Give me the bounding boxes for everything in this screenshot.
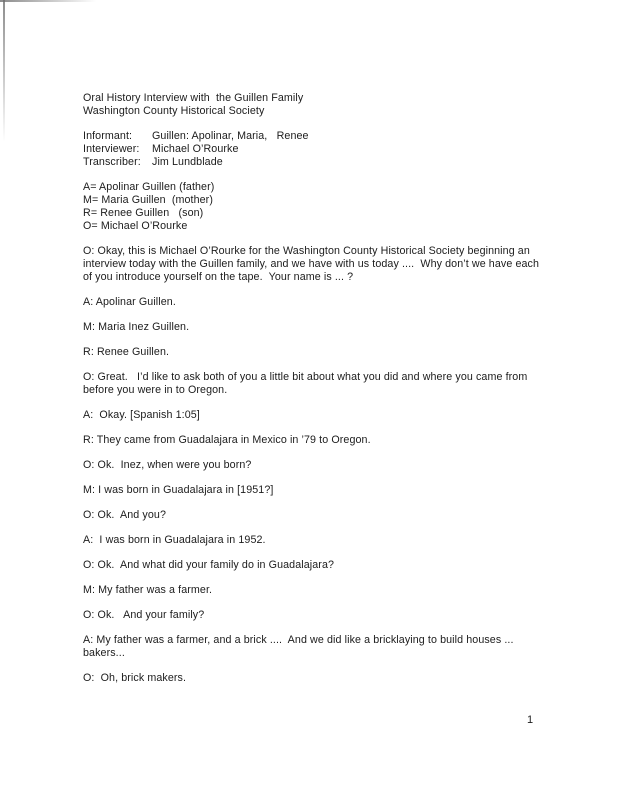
transcript-paragraph [83,584,598,597]
transcript-paragraph [83,409,598,422]
transcript-line: O: Ok. And your family? [83,609,205,621]
transcript-line: O: Ok. Inez, when were you born? [83,459,252,471]
credits-block [83,130,598,169]
transcript-line: O: Great. I’d like to ask both of you a little bit about what you did and where you came from [83,371,528,383]
transcript-paragraph [83,245,598,284]
speaker-key-block [83,181,598,233]
transcript-paragraph [83,509,598,522]
transcript-line: A: I was born in Guadalajara in 1952. [83,534,266,546]
transcript-paragraph [83,434,598,447]
transcript-line: bakers... [83,647,125,659]
credit-label: Informant: [83,130,133,142]
transcript-line: R: They came from Guadalajara in Mexico in ’79 to Oregon. [83,434,371,446]
scan-edge-artifact-left [3,0,5,142]
document-content [83,92,598,697]
speaker-key-line: M= Maria Guillen (mother) [83,194,213,206]
credit-label: Interviewer: [83,143,140,155]
title-line: Oral History Interview with the Guillen Family [83,92,304,104]
transcript-paragraph [83,459,598,472]
transcript-paragraph [83,534,598,547]
transcript-paragraph [83,634,598,660]
transcript-line: M: My father was a farmer. [83,584,213,596]
credit-value: Michael O’Rourke [152,143,239,155]
transcript-paragraph [83,484,598,497]
credit-value: Jim Lundblade [152,156,223,168]
transcript-line: of you introduce yourself on the tape. Your name is ... ? [83,271,354,283]
credit-value: Guillen: Apolinar, Maria, Renee [152,130,309,142]
credit-row-interviewer [83,143,598,156]
transcript-line: R: Renee Guillen. [83,346,170,358]
transcript-paragraph [83,346,598,359]
transcript-line: interview today with the Guillen family, and we have with us today .... Why don’t we have each [83,258,540,270]
transcript-line: A: Apolinar Guillen. [83,296,176,308]
scan-edge-artifact-top [0,0,96,2]
transcript-line: O: Oh, brick makers. [83,672,187,684]
speaker-key-line: A= Apolinar Guillen (father) [83,181,215,193]
transcript-paragraph [83,371,598,397]
transcript-line: A: My father was a farmer, and a brick .... And we did like a bricklaying to build houses ... [83,634,514,646]
transcript-paragraph [83,609,598,622]
transcript-line: M: Maria Inez Guillen. [83,321,190,333]
transcript-line: O: Ok. And what did your family do in Guadalajara? [83,559,335,571]
transcript-line: A: Okay. [Spanish 1:05] [83,409,200,421]
transcript-paragraph [83,321,598,334]
speaker-key-line: O= Michael O’Rourke [83,220,188,232]
transcript-paragraph [83,672,598,685]
title-line: Washington County Historical Society [83,105,265,117]
transcript-line: O: Okay, this is Michael O’Rourke for the Washington County Historical Society beginning an [83,245,530,257]
transcript-paragraph [83,296,598,309]
transcript-line: O: Ok. And you? [83,509,166,521]
credit-row-informant [83,130,598,143]
transcript-line: M: I was born in Guadalajara in [1951?] [83,484,274,496]
transcript-paragraph [83,559,598,572]
document-title [83,92,598,118]
credit-label: Transcriber: [83,156,141,168]
credit-row-transcriber [83,156,598,169]
speaker-key-line: R= Renee Guillen (son) [83,207,204,219]
page-number: 1 [527,714,534,726]
transcript-line: before you were in to Oregon. [83,384,228,396]
